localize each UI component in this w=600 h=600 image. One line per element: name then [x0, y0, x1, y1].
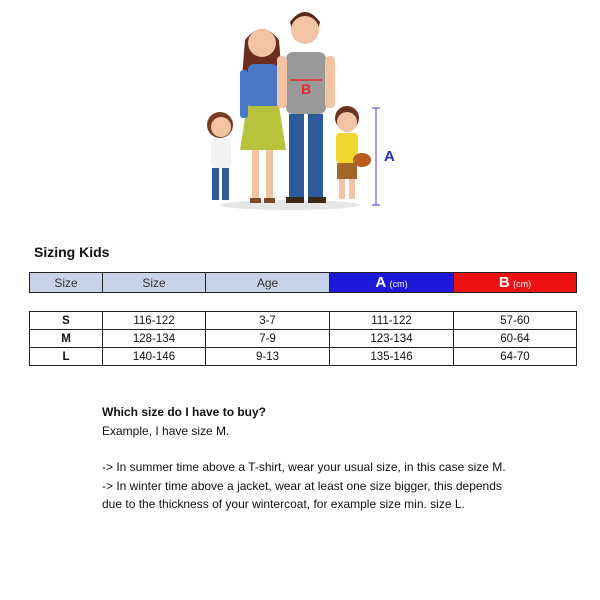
header-b-unit: (cm)	[513, 279, 532, 289]
table-cell: 111-122	[330, 312, 454, 330]
father-figure	[277, 12, 335, 203]
size-table-header	[29, 272, 577, 293]
size-table	[29, 311, 577, 366]
family-illustration	[190, 0, 420, 215]
section-title: Sizing Kids	[34, 244, 110, 260]
table-cell: S	[30, 312, 103, 330]
table-cell: M	[30, 330, 103, 348]
table-cell: 116-122	[103, 312, 206, 330]
table-cell: 135-146	[330, 348, 454, 366]
table-row	[30, 330, 577, 348]
advice-winter: -> In winter time above a jacket, wear at least one size bigger, this depends due to the thickness of your wintercoat, for example size min. size L.	[102, 478, 502, 511]
header-size: Size	[30, 273, 103, 293]
table-cell: 60-64	[454, 330, 577, 348]
header-a-unit: (cm)	[389, 279, 408, 289]
table-row	[30, 348, 577, 366]
shirt-letter-b: B	[300, 81, 312, 97]
table-row	[30, 312, 577, 330]
header-a	[330, 273, 454, 293]
height-marker	[372, 108, 395, 205]
table-cell: 64-70	[454, 348, 577, 366]
advice-summer: -> In summer time above a T-shirt, wear your usual size, in this case size M.	[102, 460, 506, 474]
table-cell: 123-134	[330, 330, 454, 348]
mother-figure	[240, 29, 286, 203]
size-advice	[102, 403, 522, 514]
table-cell: 140-146	[103, 348, 206, 366]
header-a-letter: A	[375, 274, 387, 291]
table-cell: 9-13	[206, 348, 330, 366]
boy-figure	[335, 106, 371, 199]
table-cell: 57-60	[454, 312, 577, 330]
girl-figure	[207, 112, 233, 200]
height-marker-label: A	[384, 148, 395, 165]
header-b-letter: B	[498, 274, 510, 291]
table-cell: 128-134	[103, 330, 206, 348]
header-size-cm: Size	[103, 273, 206, 293]
header-row	[30, 273, 577, 293]
table-cell: 7-9	[206, 330, 330, 348]
table-cell: L	[30, 348, 103, 366]
header-age: Age	[206, 273, 330, 293]
table-cell: 3-7	[206, 312, 330, 330]
advice-question: Which size do I have to buy?	[102, 405, 267, 419]
header-b	[454, 273, 577, 293]
advice-example: Example, I have size M.	[102, 423, 230, 438]
